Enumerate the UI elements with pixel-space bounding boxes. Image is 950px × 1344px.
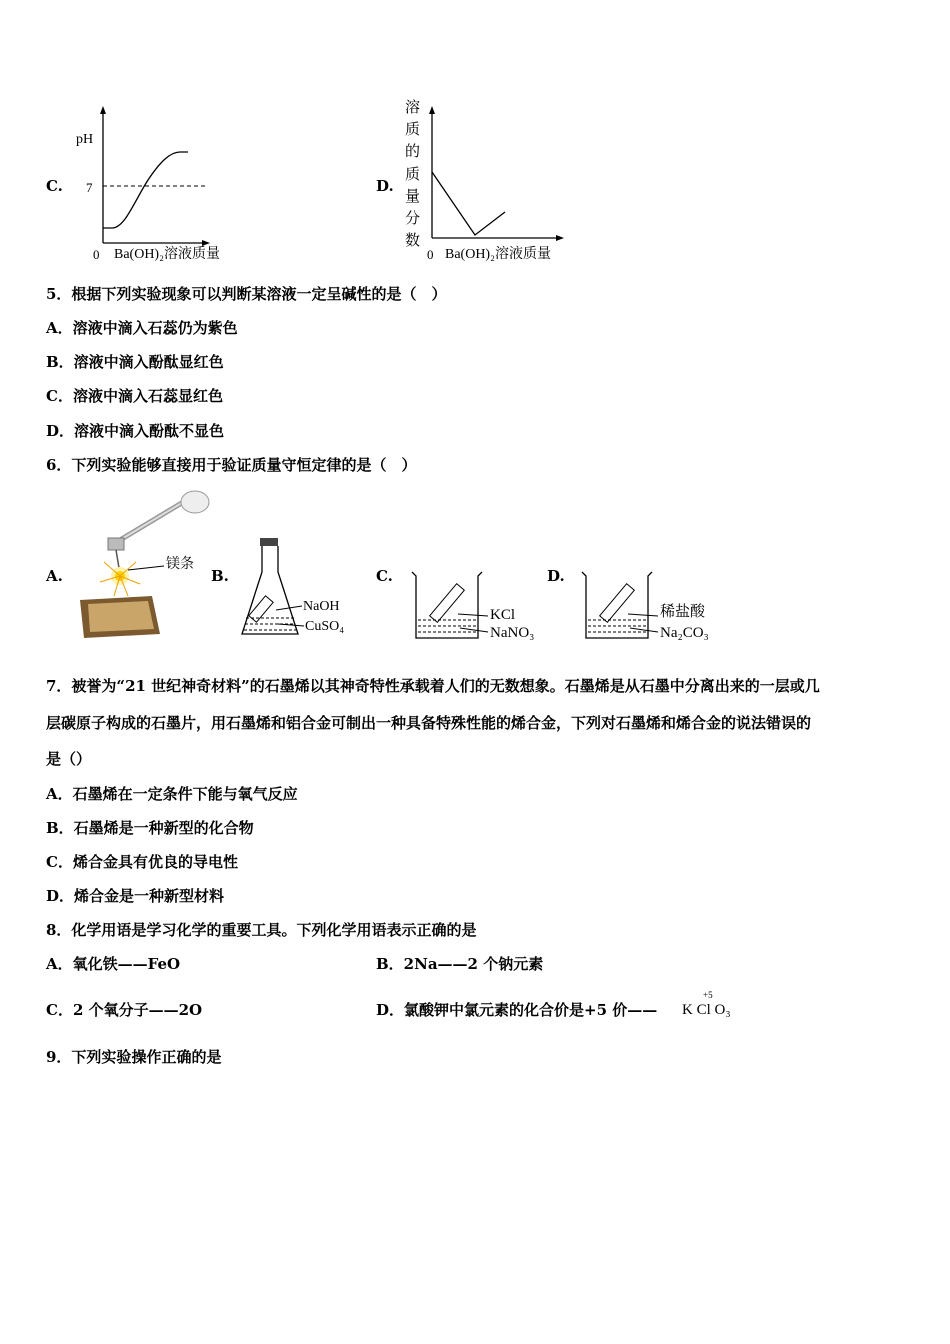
q8-option-a: A．氧化铁——FeO: [46, 955, 181, 973]
graph-d-ylabel-char: 量: [405, 187, 421, 205]
q5-option-a: A．溶液中滴入石蕊仍为紫色: [46, 319, 238, 337]
q8-d-valence: +5: [703, 990, 713, 1000]
graph-c-ylabel: pH: [76, 132, 94, 147]
q6-c-label-nano3: NaNO₃: [490, 625, 535, 641]
graph-d-ylabel-char: 质: [405, 165, 421, 183]
q6-option-d-label: D.: [547, 567, 565, 585]
q5-option-b: B．溶液中滴入酚酞显红色: [46, 353, 224, 371]
graph-d-ylabel-char: 的: [405, 142, 421, 160]
q7-stem-line-3: 是（）: [46, 750, 92, 768]
q9-stem: 9．下列实验操作正确的是: [46, 1048, 222, 1066]
hand-icon: [181, 491, 209, 513]
q6-option-b-label: B.: [211, 567, 229, 585]
q7-option-b: B．石墨烯是一种新型的化合物: [46, 819, 254, 837]
q8-option-d: D．氯酸钾中氯元素的化合价是+5 价——: [376, 1001, 658, 1019]
q7-stem-line-1: 7．被誉为“21 世纪神奇材料”的石墨烯以其神奇特性承载着人们的无数想象。石墨烯是从石墨中分离出来的一层或几: [46, 677, 820, 695]
graph-d-plot: [0, 0, 950, 270]
q7-option-d: D．烯合金是一种新型材料: [46, 887, 225, 905]
q5-option-d: D．溶液中滴入酚酞不显色: [46, 422, 225, 440]
q8-stem: 8．化学用语是学习化学的重要工具。下列化学用语表示正确的是: [46, 921, 477, 939]
q7-stem-line-2: 层碳原子构成的石墨片，用石墨烯和铝合金可制出一种具备特殊性能的烯合金，下列对石墨烯和烯合金的说法错误的: [46, 714, 812, 732]
graph-d-curve: [432, 172, 505, 235]
option-c-label: C.: [46, 177, 63, 195]
q6-a-label-mg-ribbon: 镁条: [166, 557, 194, 572]
graph-d-y-arrow: [429, 106, 435, 114]
graph-d-ylabel-char: 分: [405, 209, 421, 227]
graph-c-origin: 0: [93, 247, 100, 262]
q6-option-c-label: C.: [376, 567, 393, 585]
q5-stem: 5．根据下列实验现象可以判断某溶液一定呈碱性的是（ ）: [46, 285, 447, 303]
q6-option-a-label: A.: [46, 567, 63, 585]
graph-d-x-arrow: [556, 235, 564, 241]
q6-b-label-cuso4: CuSO₄: [305, 619, 345, 634]
q6-stem: 6．下列实验能够直接用于验证质量守恒定律的是（ ）: [46, 456, 417, 474]
q8-d-formula: K Cl O₃: [682, 1002, 731, 1018]
q5-option-c: C．溶液中滴入石蕊显红色: [46, 387, 223, 405]
q8-option-b: B．2Na——2 个钠元素: [376, 955, 544, 973]
q6-d-beaker-image: [578, 570, 663, 642]
q6-d-label-na2co3: Na₂CO₃: [660, 625, 709, 641]
q6-c-label-kcl: KCl: [490, 607, 516, 623]
q7-option-c: C．烯合金具有优良的导电性: [46, 853, 238, 871]
q7-option-a: A．石墨烯在一定条件下能与氧气反应: [46, 785, 298, 803]
graph-d-ylabel-char: 数: [405, 231, 421, 249]
option-d-label: D.: [376, 177, 394, 195]
q6-d-label-hcl: 稀盐酸: [660, 602, 706, 620]
graph-d-ylabel-char: 溶: [405, 98, 421, 116]
graph-d-origin: 0: [427, 247, 434, 262]
graph-d-ylabel-char: 质: [405, 120, 421, 138]
graph-c-tick-7: 7: [86, 180, 93, 195]
q6-c-beaker-image: [408, 570, 493, 642]
graph-c-xlabel: Ba(OH)₂溶液质量: [114, 247, 220, 262]
q6-b-label-naoh: NaOH: [303, 599, 340, 614]
graph-d-xlabel: Ba(OH)₂溶液质量: [445, 247, 551, 262]
q8-option-c: C．2 个氧分子——2O: [46, 1001, 203, 1019]
